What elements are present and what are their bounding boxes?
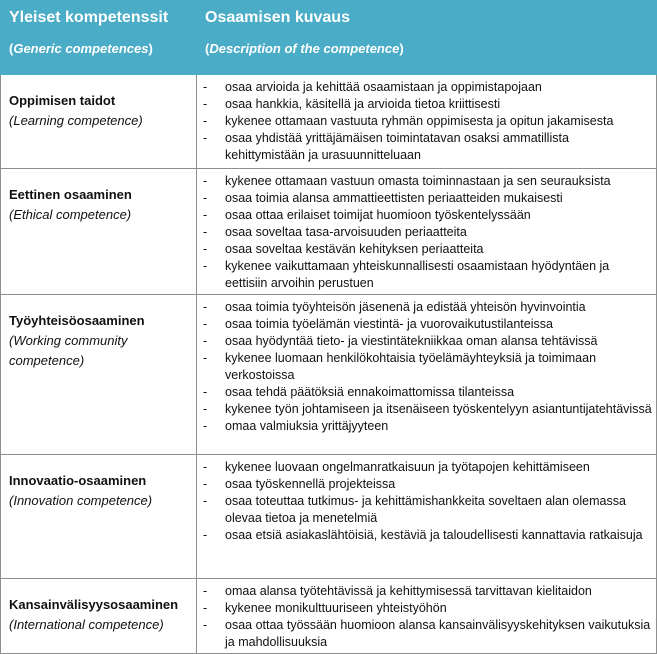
header-generic-competences [1, 1, 197, 75]
header-col2-title: Osaamisen kuvaus [205, 9, 350, 26]
list-item: - kykenee luomaan henkilökohtaisia työelämäyhteyksiä ja toimimaan verkostoissa [201, 350, 652, 384]
competence-cell [1, 579, 197, 654]
competence-name-en: (Working community competence) [9, 333, 128, 368]
table-row [1, 455, 657, 579]
competence-name: Innovaatio-osaaminen [9, 473, 147, 488]
competence-name-en: (Learning competence) [9, 113, 143, 128]
competence-name: Oppimisen taidot [9, 93, 116, 108]
list-item: - kykenee työn johtamiseen ja itsenäiseen työskentelyyn asiantuntijatehtävissä [201, 401, 652, 418]
description-cell [197, 455, 657, 579]
competence-cell [1, 295, 197, 455]
list-item: - kykenee vaikuttamaan yhteiskunnallisesti osaamistaan hyödyntäen ja eettisiin arvoihin perustuen [201, 258, 652, 292]
table-row [1, 295, 657, 455]
header-col2-subtitle-text: Description of the competence [209, 41, 400, 56]
table-header [1, 1, 657, 75]
list-item: - osaa soveltaa tasa-arvoisuuden periaatteita [201, 224, 652, 241]
list-item: - osaa toimia työyhteisön jäsenenä ja edistää yhteisön hyvinvointia [201, 299, 652, 316]
competence-cell [1, 455, 197, 579]
table-row [1, 579, 657, 654]
list-item: - osaa yhdistää yrittäjämäisen toimintatavan osaksi ammatillista kehittymistään ja urasuunnitteluaan [201, 130, 652, 164]
description-list [201, 583, 652, 651]
description-cell [197, 169, 657, 295]
list-item: - kykenee ottamaan vastuun omasta toiminnastaan ja sen seurauksista [201, 173, 652, 190]
table-row [1, 75, 657, 169]
description-list [201, 299, 652, 435]
description-cell [197, 579, 657, 654]
competence-name-en: (International competence) [9, 617, 164, 632]
list-item: - osaa etsiä asiakaslähtöisiä, kestäviä ja taloudellisesti kannattavia ratkaisuja [201, 527, 652, 544]
header-col1-subtitle: (Generic competences) [9, 41, 153, 56]
description-list [201, 173, 652, 292]
list-item: - osaa toimia alansa ammattieettisten periaatteiden mukaisesti [201, 190, 652, 207]
competence-name: Työyhteisöosaaminen [9, 313, 145, 328]
header-col1-subtitle-text: Generic competences [13, 41, 149, 56]
description-list [201, 459, 652, 544]
competence-cell [1, 169, 197, 295]
table-row [1, 169, 657, 295]
list-item: - osaa ottaa työssään huomioon alansa kansainvälisyyskehityksen vaikutuksia ja mahdollisuuksia [201, 617, 652, 651]
list-item: - omaa alansa työtehtävissä ja kehittymisessä tarvittavan kielitaidon [201, 583, 652, 600]
list-item: - osaa työskennellä projekteissa [201, 476, 652, 493]
description-list [201, 79, 652, 164]
list-item: - kykenee monikulttuuriseen yhteistyöhön [201, 600, 652, 617]
list-item: - omaa valmiuksia yrittäjyyteen [201, 418, 652, 435]
header-description [197, 1, 657, 75]
description-cell [197, 75, 657, 169]
competence-cell [1, 75, 197, 169]
header-col1-title: Yleiset kompetenssit [9, 9, 169, 26]
list-item: - osaa arvioida ja kehittää osaamistaan ja oppimistapojaan [201, 79, 652, 96]
list-item: - osaa toimia työelämän viestintä- ja vuorovaikutustilanteissa [201, 316, 652, 333]
competence-name-en: (Ethical competence) [9, 207, 132, 222]
header-col2-subtitle: (Description of the competence) [205, 41, 404, 56]
list-item: - kykenee ottamaan vastuuta ryhmän oppimisesta ja opitun jakamisesta [201, 113, 652, 130]
description-cell [197, 295, 657, 455]
competence-name: Eettinen osaaminen [9, 187, 132, 202]
list-item: - osaa ottaa erilaiset toimijat huomioon työskentelyssään [201, 207, 652, 224]
list-item: - osaa toteuttaa tutkimus- ja kehittämishankkeita soveltaen alan olemassa olevaa tietoa ja menetelmiä [201, 493, 652, 527]
list-item: - osaa hankkia, käsitellä ja arvioida tietoa kriittisesti [201, 96, 652, 113]
list-item: - kykenee luovaan ongelmanratkaisuun ja työtapojen kehittämiseen [201, 459, 652, 476]
list-item: - osaa soveltaa kestävän kehityksen periaatteita [201, 241, 652, 258]
competence-name-en: (Innovation competence) [9, 493, 153, 508]
list-item: - osaa hyödyntää tieto- ja viestintätekniikkaa oman alansa tehtävissä [201, 333, 652, 350]
list-item: - osaa tehdä päätöksiä ennakoimattomissa tilanteissa [201, 384, 652, 401]
competence-name: Kansainvälisyysosaaminen [9, 597, 179, 612]
